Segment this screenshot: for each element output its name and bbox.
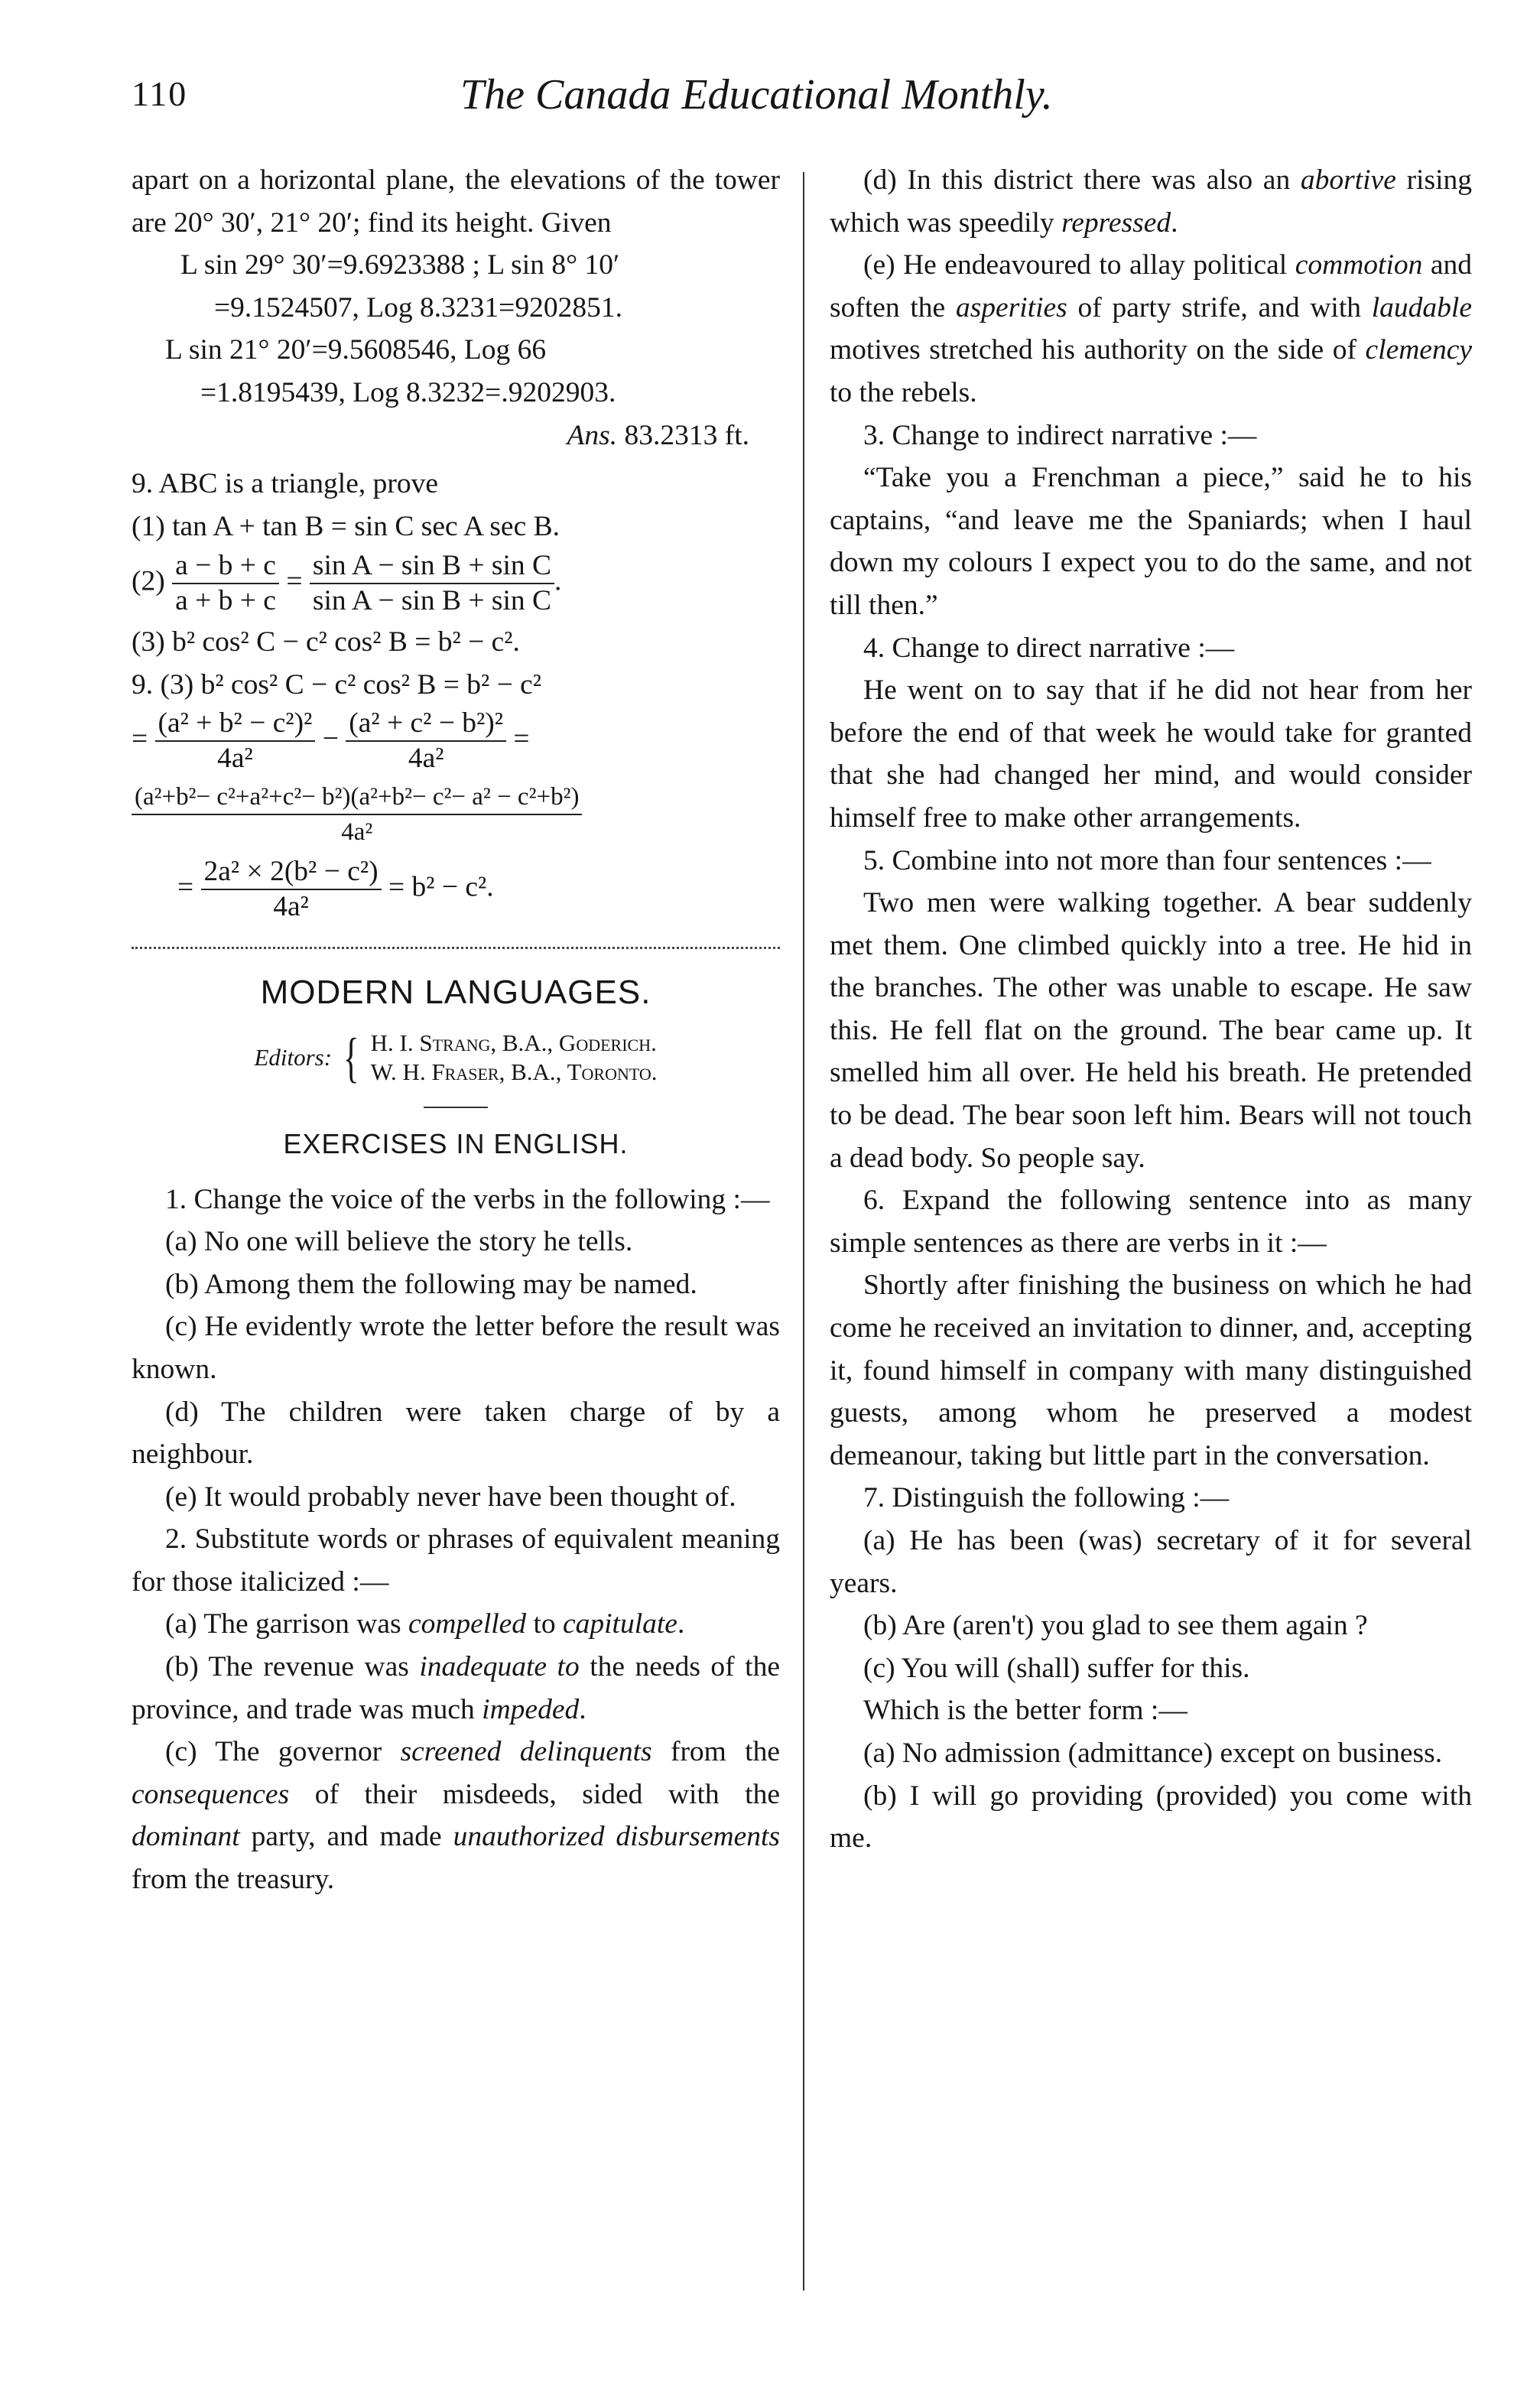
fraction-lhs-numerator: a − b + c — [172, 549, 279, 584]
editors-label: Editors: — [254, 1043, 333, 1071]
text-run: to the rebels. — [830, 376, 977, 408]
answer-label: Ans. — [567, 419, 618, 451]
editors-list — [371, 1029, 658, 1087]
better-form-b: (b) I will go providing (provided) you come with me. — [830, 1780, 1472, 1855]
exercise-1-c: (c) He evidently wrote the letter before the result was known. — [132, 1311, 780, 1385]
short-rule — [424, 1107, 488, 1108]
exercise-3: 3. Change to indirect narrative :— — [863, 419, 1257, 451]
italic-term: inadequate to — [419, 1651, 580, 1683]
given-line-4: =1.8195439, Log 8.3232=.9202903. — [200, 376, 616, 408]
italic-term: clemency — [1365, 334, 1472, 366]
italic-term: abortive — [1300, 164, 1396, 196]
text-run: (b) The revenue was — [165, 1651, 420, 1683]
text-run: to — [526, 1608, 563, 1640]
right-column — [830, 159, 1472, 1860]
fraction-rhs-denominator: sin A − sin B + sin C — [312, 585, 552, 617]
italic-term: consequences — [132, 1778, 290, 1810]
text-run: motives stretched his authority on the side of — [830, 334, 1366, 366]
exercise-4: 4. Change to direct narrative :— — [863, 632, 1235, 664]
solution-final-fraction — [201, 855, 382, 924]
solution-fraction-2 — [346, 707, 506, 775]
section-title: MODERN LANGUAGES. — [260, 973, 651, 1011]
exercise-2-c — [132, 1731, 780, 1900]
column-divider — [803, 172, 804, 2290]
text-run: (e) He endeavoured to allay political — [863, 249, 1295, 281]
fraction-rhs-numerator: sin A − sin B + sin C — [310, 549, 554, 584]
question-9: 9. ABC is a triangle, prove — [132, 468, 438, 500]
text-run: of their misdeeds, sided with the — [289, 1778, 780, 1810]
solution-final-numerator: 2a² × 2(b² − c²) — [201, 855, 382, 890]
question-9-part-3: (3) b² cos² C − c² cos² B = b² − c². — [132, 626, 520, 658]
italic-term: repressed — [1061, 206, 1171, 239]
exercise-1-d: (d) The children were taken charge of by a neighbour. — [132, 1396, 780, 1471]
text-run: (c) The governor — [165, 1736, 401, 1768]
solution-final-denominator: 4a² — [273, 890, 309, 922]
solution-fraction-2-numerator: (a² + c² − b²)² — [346, 707, 506, 742]
dotted-separator — [132, 947, 780, 949]
part-2-label: (2) — [132, 565, 165, 597]
subsection-title: EXERCISES IN ENGLISH. — [283, 1127, 629, 1159]
text-run: of party strife, and with — [1067, 291, 1372, 323]
answer-line — [132, 415, 780, 457]
left-column — [132, 159, 780, 1901]
exercise-1-a: (a) No one will believe the story he tells. — [165, 1226, 633, 1258]
problem-intro: apart on a horizontal plane, the elevations of the tower are 20° 30′, 21° 20′; find its height. Given — [132, 164, 780, 239]
page-header — [132, 73, 1500, 135]
exercise-7-c: (c) You will (shall) suffer for this. — [863, 1652, 1250, 1684]
exercise-2: 2. Substitute words or phrases of equivalent meaning for those italicized :— — [132, 1523, 780, 1598]
given-line-1: L sin 29° 30′=9.6923388 ; L sin 8° 10′ — [180, 249, 620, 281]
exercise-5-text: Two men were walking together. A bear suddenly met them. One climbed quickly into a tree. He hid in the branches. The other was unable to escape. He saw this. He fell flat on the ground. The bear came up. It smelled him all over. He held his breath. He pretended to be dead. The bear soon left him. Bears will not touch a dead body. So people say. — [830, 887, 1472, 1174]
brace-glyph: { — [343, 1026, 359, 1088]
exercise-7-a: (a) He has been (was) secretary of it for several years. — [830, 1525, 1472, 1599]
exercise-1: 1. Change the voice of the verbs in the following :— — [165, 1183, 770, 1215]
italic-term: impeded — [482, 1693, 580, 1725]
solution-fraction-2-denominator: 4a² — [408, 742, 444, 774]
exercise-6-text: Shortly after finishing the business on which he had come he received an invitation to dinner, and, accepting it, found himself in company with many distinguished guests, among whom he preserved a modest demeanour, taking but little part in the conversation. — [830, 1270, 1472, 1471]
given-line-3: L sin 21° 20′=9.5608546, Log 66 — [165, 334, 547, 366]
exercise-5: 5. Combine into not more than four sentences :— — [863, 844, 1431, 876]
solution-fraction-1-numerator: (a² + b² − c²)² — [155, 707, 316, 742]
solution-long-fraction — [132, 780, 582, 849]
text-run: (d) In this district there was also an — [863, 164, 1301, 196]
answer-value: 83.2313 ft. — [624, 419, 749, 451]
italic-term: dominant — [132, 1821, 240, 1853]
exercise-2-d — [830, 159, 1472, 244]
editor-1: H. I. Strang, B.A., Goderich. — [370, 1029, 657, 1056]
text-run: . — [579, 1693, 586, 1725]
exercise-1-e: (e) It would probably never have been thought of. — [165, 1481, 736, 1513]
italic-term: capitulate — [562, 1608, 677, 1640]
exercise-2-a — [132, 1603, 780, 1646]
solution-long-denominator: 4a² — [341, 818, 373, 846]
exercise-2-b — [132, 1646, 780, 1731]
solution-fraction-1-denominator: 4a² — [217, 742, 253, 774]
text-run: party, and made — [239, 1821, 453, 1853]
fraction-lhs — [172, 549, 279, 618]
solution-step-2 — [132, 780, 780, 849]
solution-fraction-1 — [155, 707, 316, 775]
better-form-heading: Which is the better form :— — [863, 1695, 1187, 1727]
exercise-1-b: (b) Among them the following may be named. — [165, 1268, 697, 1300]
running-title: The Canada Educational Monthly. — [460, 71, 1053, 119]
editor-2: W. H. Fraser, B.A., Toronto. — [370, 1058, 658, 1085]
exercise-7: 7. Distinguish the following :— — [863, 1482, 1230, 1514]
text-run: (a) The garrison was — [165, 1608, 408, 1640]
text-run: from the — [651, 1736, 780, 1768]
italic-term: compelled — [408, 1608, 527, 1640]
text-run: and soften the — [830, 249, 1472, 323]
page-number: 110 — [132, 74, 188, 113]
question-9-part-2: (2) $\frac{a - b + c}{a + b + c}$ = $\frac{\text{sin A − sin B + sin C}}{\text{sin A − sin B + sin C}}$ . — [132, 550, 562, 617]
text-run: from the treasury. — [132, 1864, 335, 1896]
text-run: rising which was speedily — [830, 164, 1472, 239]
text-run: . — [1171, 206, 1178, 239]
exercise-7-b: (b) Are (aren't) you glad to see them again ? — [863, 1610, 1368, 1642]
solution-heading: 9. (3) b² cos² C − c² cos² B = b² − c² — [132, 668, 542, 701]
fraction-lhs-denominator: a + b + c — [175, 585, 276, 617]
exercise-6: 6. Expand the following sentence into as many simple sentences as there are verbs in it :— — [830, 1185, 1472, 1259]
italic-term: unauthorized disbursements — [453, 1821, 781, 1853]
solution-step-3: = $\frac{\text{2a² × 2(b² − c²)}}{\text{4a²}}$ = b² − c². — [177, 855, 494, 922]
solution-final-result: = b² − c². — [388, 871, 494, 903]
exercise-2-e — [830, 244, 1472, 414]
solution-step-1: = $\frac{\text{(a² + b² − c²)²}}{\text{4a²}}$ − $\frac{\text{(a² + c² − b²)²}}{\text{4a²}}$ = — [132, 707, 530, 774]
exercise-3-text: “Take you a Frenchman a piece,” said he to his captains, “and leave me the Spaniards; when I haul down my colours I expect you to do the same, and not till then.” — [830, 462, 1472, 621]
better-form-a: (a) No admission (admittance) except on business. — [863, 1737, 1443, 1769]
italic-term: commotion — [1295, 249, 1423, 281]
italic-term: asperities — [955, 291, 1067, 323]
italic-term: laudable — [1371, 291, 1472, 323]
exercise-4-text: He went on to say that if he did not hear from her before the end of that week he would take for granted that she had changed her mind, and would consider himself free to make other arrangements. — [830, 675, 1472, 834]
question-9-part-1: (1) tan A + tan B = sin C sec A sec B. — [132, 510, 560, 542]
editors-block — [132, 1026, 780, 1088]
text-run: . — [677, 1608, 685, 1640]
italic-term: screened delinquents — [400, 1736, 652, 1768]
solution-long-numerator: (a²+b²− c²+a²+c²− b²)(a²+b²− c²− a² − c²+b²) — [132, 780, 582, 815]
text-run: the needs of the province, and trade was much — [132, 1651, 780, 1725]
given-line-2: =9.1524507, Log 8.3231=9202851. — [214, 291, 622, 323]
fraction-rhs — [310, 549, 554, 618]
